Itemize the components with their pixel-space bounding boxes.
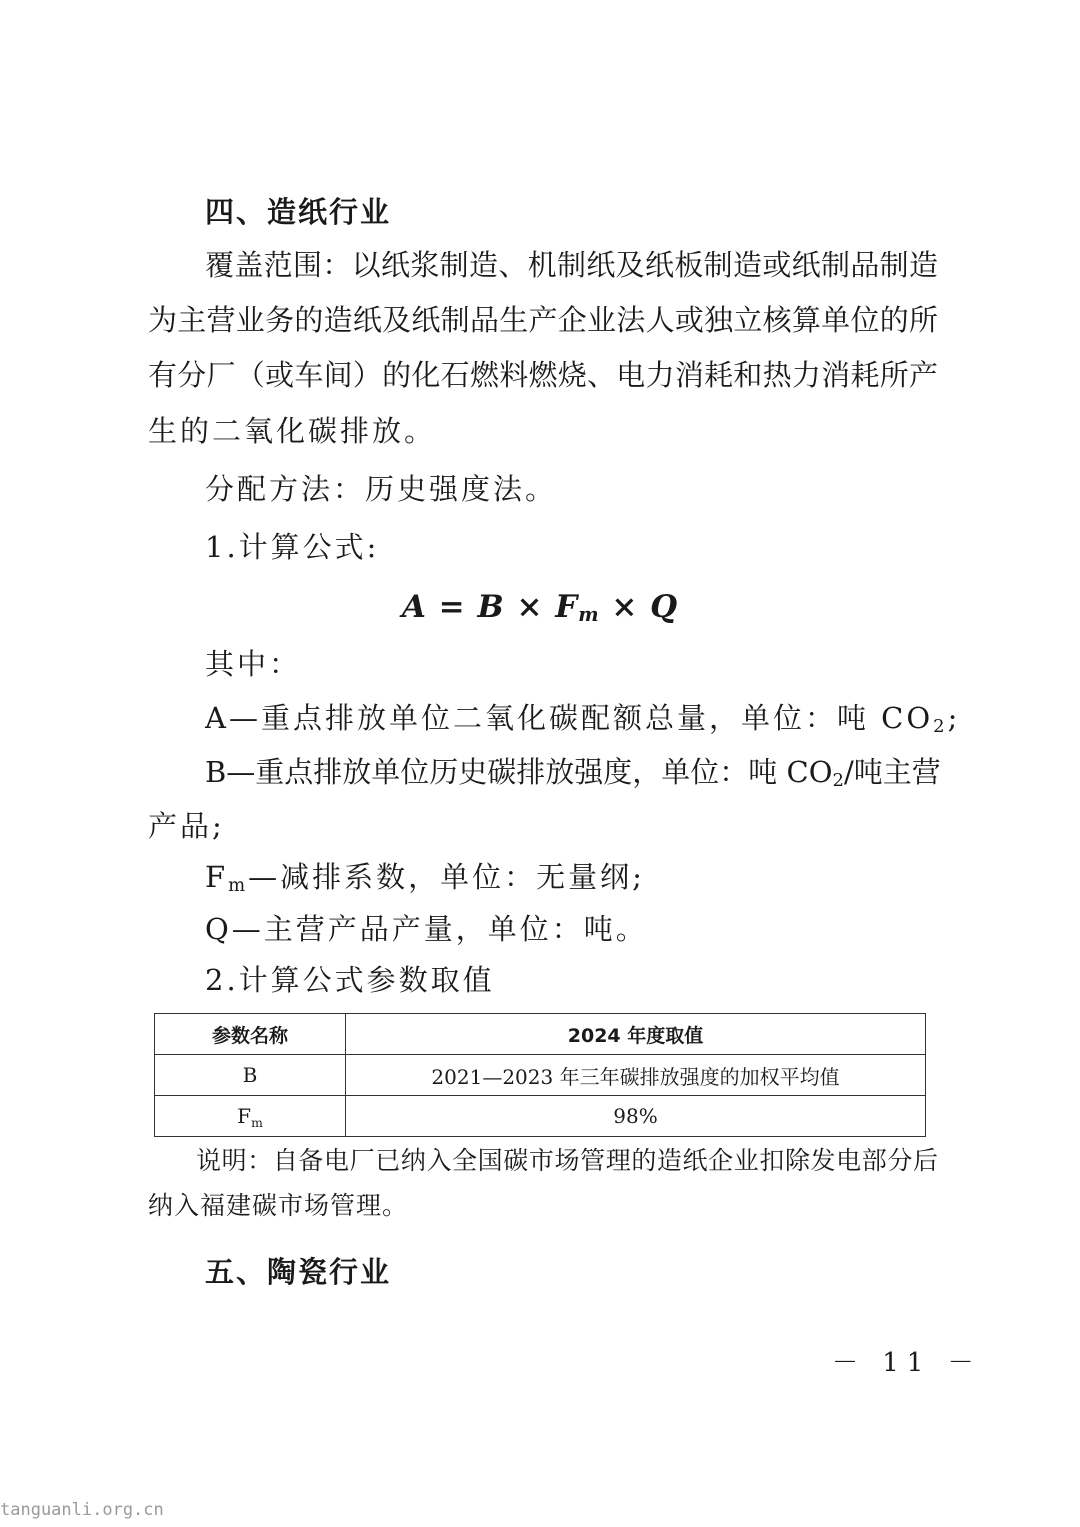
formula-a: A	[401, 589, 427, 625]
page-number: － 11 －	[832, 1348, 982, 1378]
definition-f-text: —减排系数，单位：无量纲;	[248, 860, 645, 894]
table-header-value: 2024 年度取值	[346, 1014, 926, 1055]
formula-b: B	[477, 589, 505, 625]
definition-f-subscript: m	[228, 875, 249, 896]
allocation-method: 分配方法：历史强度法。	[205, 472, 558, 506]
table-cell-param	[155, 1096, 346, 1137]
formula-equals: =	[438, 589, 466, 625]
table-cell-param	[155, 1055, 346, 1096]
scope-line-4: 生的二氧化碳排放。	[148, 414, 437, 448]
section-heading-ceramics-industry: 五、陶瓷行业	[205, 1255, 392, 1289]
definition-q: Q—主营产品产量，单位：吨。	[205, 912, 648, 946]
definition-a-text: A—重点排放单位二氧化碳配额总量，单位：吨 CO	[205, 701, 934, 735]
formula	[0, 588, 1080, 626]
definition-a-subscript: 2	[933, 716, 948, 737]
definition-a-end: ;	[947, 701, 961, 735]
scope-line-3: 有分厂（或车间）的化石燃料燃烧、电力消耗和热力消耗所产	[148, 358, 938, 392]
formula-f-subscript: m	[578, 603, 600, 626]
table-header-name: 参数名称	[155, 1014, 346, 1055]
formula-q: Q	[650, 589, 679, 625]
definition-b-continued: 产品;	[148, 809, 225, 843]
definition-b	[205, 754, 941, 791]
watermark: tanguanli.org.cn	[0, 1500, 164, 1520]
parameter-table	[154, 1013, 926, 1137]
param-name: B	[242, 1063, 258, 1087]
formula-times-2: ×	[611, 589, 639, 625]
definition-b-end: /吨主营	[843, 755, 941, 789]
formula-times-1: ×	[516, 589, 544, 625]
definition-f-letter: F	[205, 860, 229, 894]
formula-f-letter: F	[555, 589, 579, 625]
section-heading-paper-industry: 四、造纸行业	[205, 195, 392, 229]
table-cell-value: 2021—2023 年三年碳排放强度的加权平均值	[346, 1055, 926, 1096]
table-row	[155, 1096, 926, 1137]
formula-heading: 1.计算公式:	[205, 530, 380, 564]
table-cell-value: 98%	[346, 1096, 926, 1137]
formula-f	[555, 589, 599, 625]
where-label: 其中：	[205, 647, 302, 681]
param-subscript: m	[251, 1115, 263, 1130]
param-name: F	[237, 1104, 252, 1128]
definition-b-text: B—重点排放单位历史碳排放强度，单位：吨 CO	[205, 755, 833, 789]
scope-line-2: 为主营业务的造纸及纸制品生产企业法人或独立核算单位的所	[148, 303, 938, 337]
definition-b-subscript: 2	[832, 770, 844, 791]
note-line-1: 说明：自备电厂已纳入全国碳市场管理的造纸企业扣除发电部分后	[196, 1146, 938, 1175]
scope-line-1: 覆盖范围：以纸浆制造、机制纸及纸板制造或纸制品制造	[205, 248, 938, 282]
note-line-2: 纳入福建碳市场管理。	[148, 1191, 409, 1220]
table-row	[155, 1055, 926, 1096]
table-header-row	[155, 1014, 926, 1055]
table-heading: 2.计算公式参数取值	[205, 963, 495, 997]
definition-f	[205, 859, 938, 895]
definition-a	[205, 700, 961, 737]
